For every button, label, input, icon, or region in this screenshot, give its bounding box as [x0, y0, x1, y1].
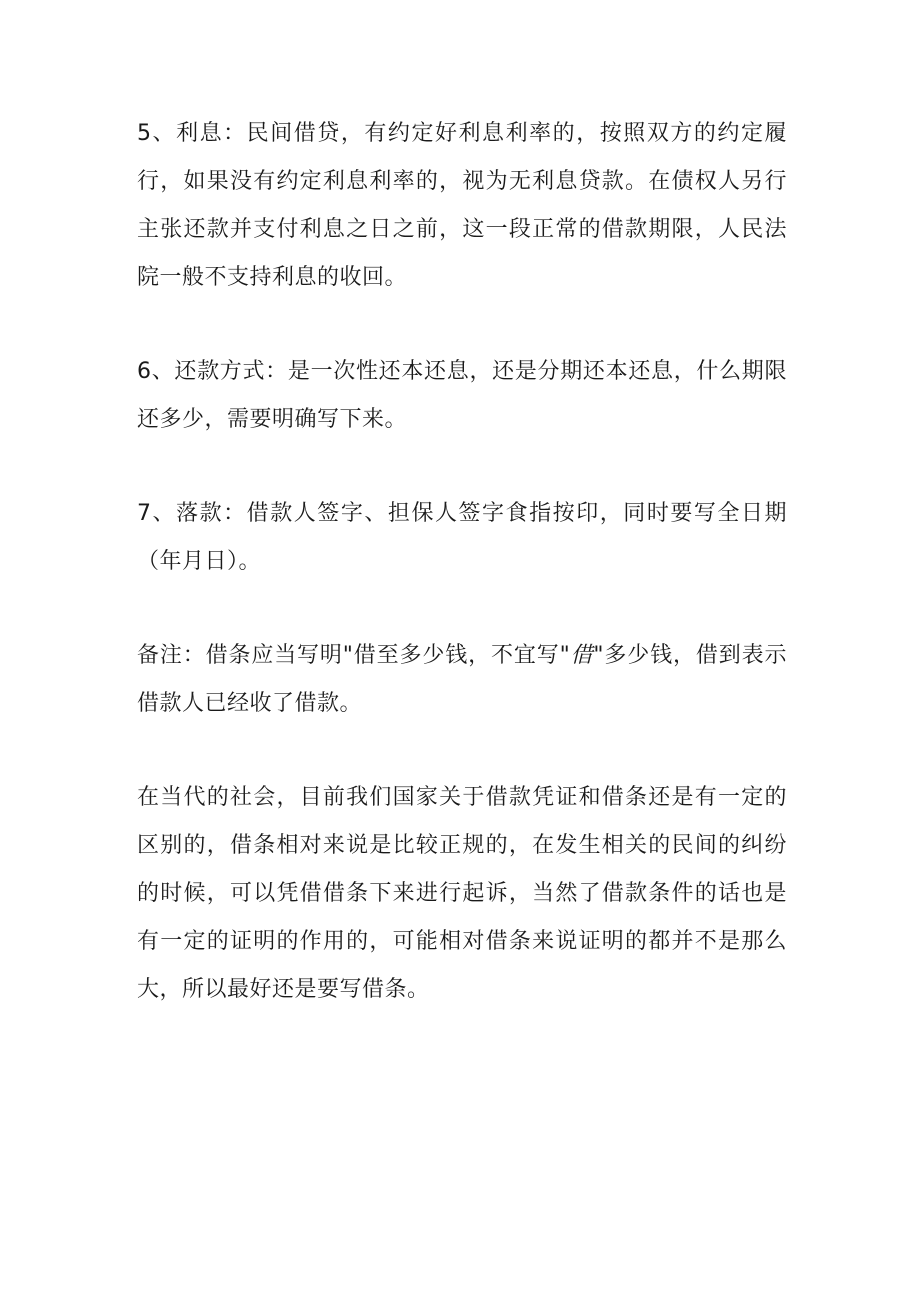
note-text-before: 备注：借条应当写明"借至多少钱，不宜写: [137, 643, 560, 668]
paragraph-closing: 在当代的社会，目前我们国家关于借款凭证和借条还是有一定的区别的，借条相对来说是比较正规的，在发生相关的民间的纠纷的时候，可以凭借借条下来进行起诉，当然了借款条件的话也是有一定的证明的作用的，可能相对借条来说证明的都并不是那么大，所以最好还是要写借条。: [137, 785, 787, 1002]
paragraph-note: [137, 632, 787, 728]
paragraph-repayment-method: 6、还款方式：是一次性还本还息，还是分期还本还息，什么期限还多少，需要明确写下来。: [137, 359, 787, 432]
paragraph-interest: 5、利息：民间借贷，有约定好利息利率的，按照双方的约定履行，如果没有约定利息利率的，视为无利息贷款。在债权人另行主张还款并支付利息之日之前，这一段正常的借款期限，人民法院一般不支持利息的收回。: [137, 121, 787, 290]
paragraph-signature: 7、落款：借款人签字、担保人签字食指按印，同时要写全日期（年月日）。: [137, 501, 787, 574]
note-text-italic: "借": [559, 643, 605, 668]
note-text-after: 多少钱，借到表示借款人已经收了借款。: [137, 643, 787, 716]
document-body: [137, 110, 787, 1014]
